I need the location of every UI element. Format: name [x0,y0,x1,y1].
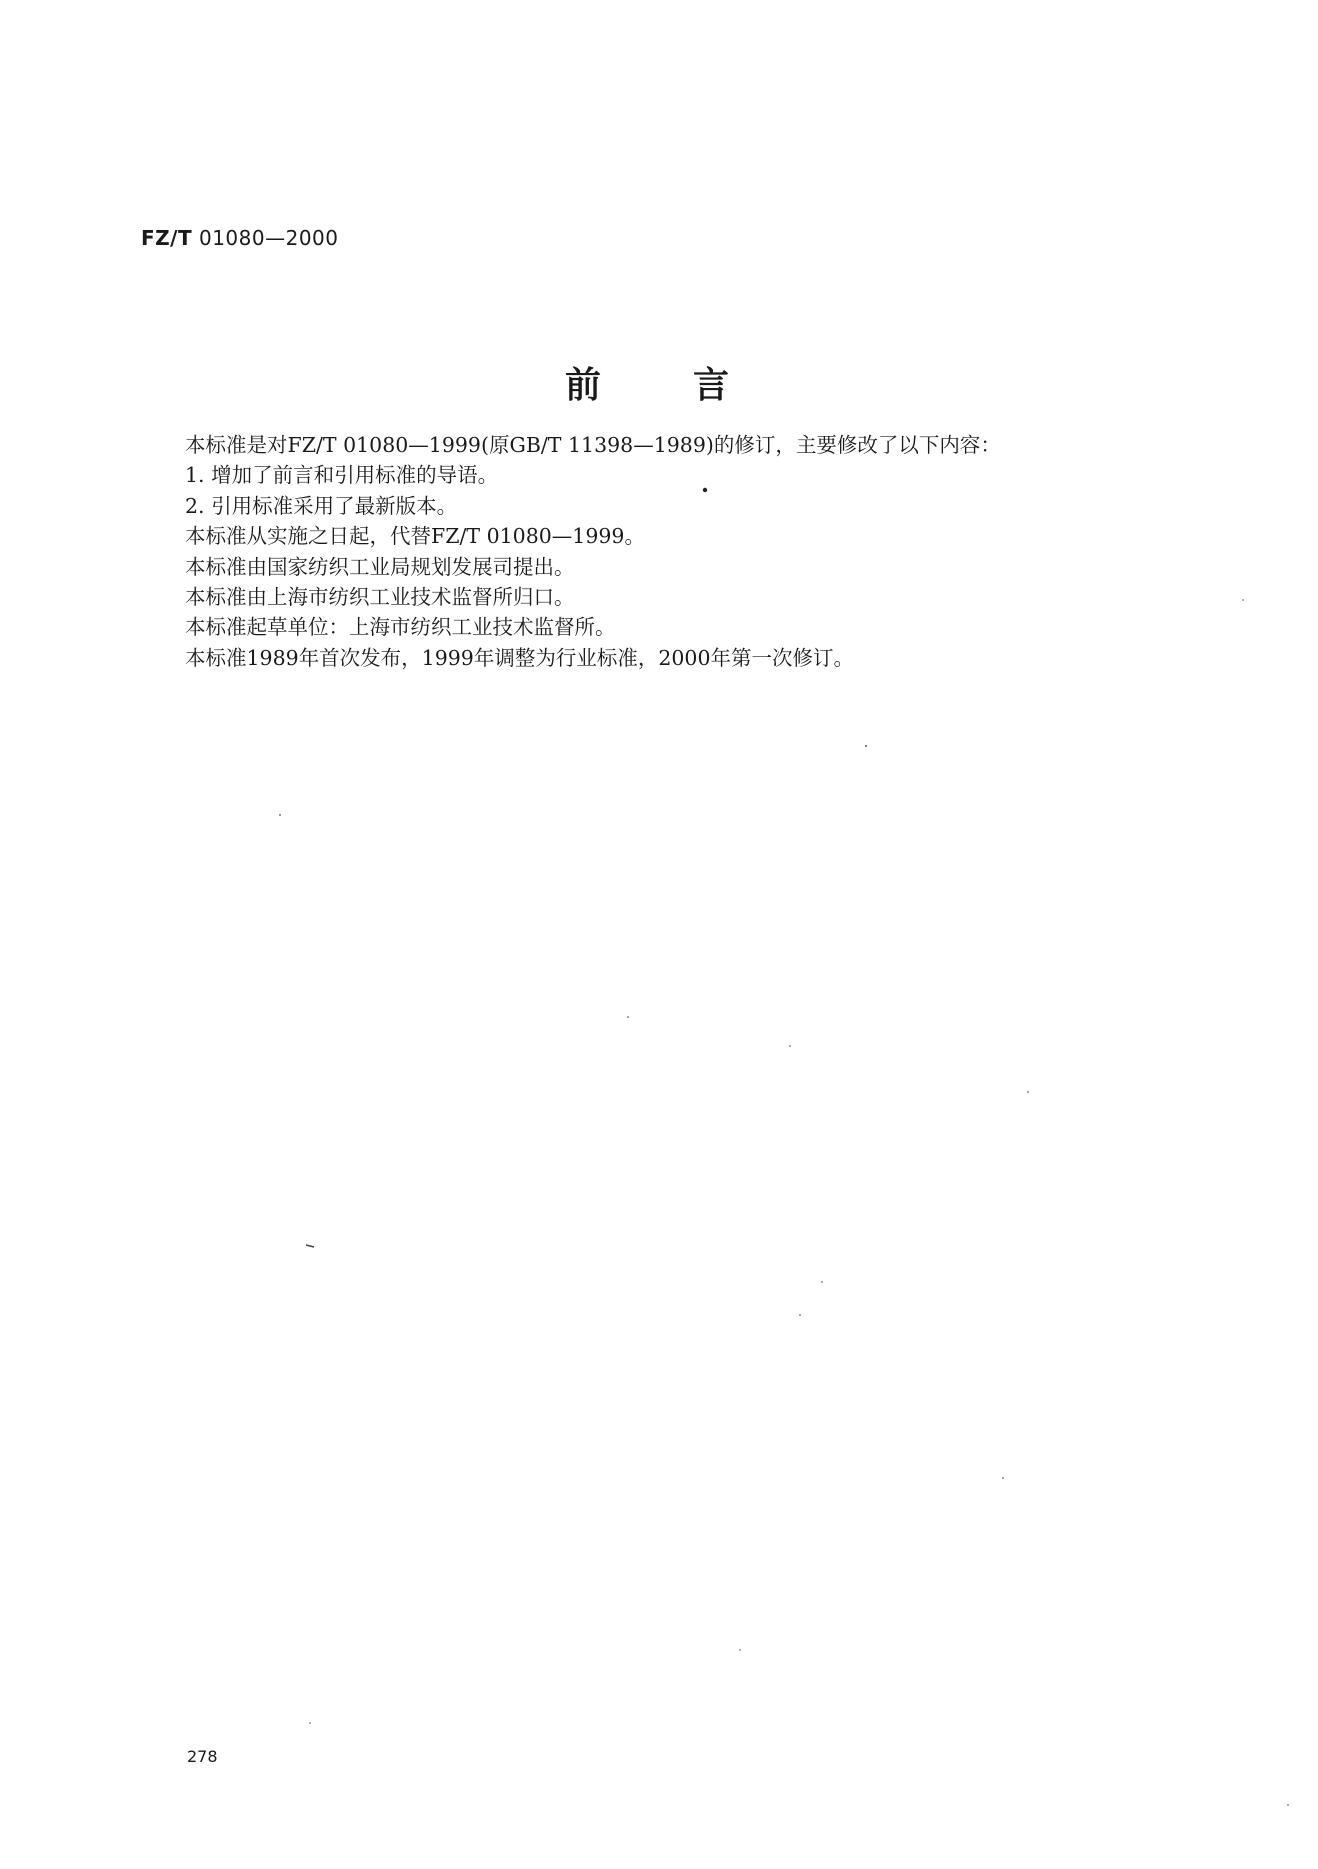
foreword-body [185,430,1185,673]
standard-code [141,226,339,250]
page-title: 前言 [565,365,822,406]
paragraph-change-2: 2. 引用标准采用了最新版本。 [185,493,458,518]
paragraph-replacement: 本标准从实施之日起，代替FZ/T 01080—1999。 [185,524,645,549]
paragraph-history: 本标准1989年首次发布，1999年调整为行业标准，2000年第一次修订。 [185,645,855,670]
paragraph-administrator: 本标准由上海市纺织工业技术监督所归口。 [185,585,575,610]
paragraph-change-1: 1. 增加了前言和引用标准的导语。 [185,463,499,488]
standard-code-number: 01080—2000 [198,226,339,250]
page-number: 278 [187,1747,218,1766]
paragraph-drafting-unit: 本标准起草单位：上海市纺织工业技术监督所。 [185,615,616,640]
paragraph-revision-note: 本标准是对FZ/T 01080—1999(原GB/T 11398—1989)的修订，主要修改了以下内容： [185,433,1001,457]
paragraph-proposer: 本标准由国家纺织工业局规划发展司提出。 [185,554,575,579]
standard-code-prefix: FZ/T [141,226,193,250]
